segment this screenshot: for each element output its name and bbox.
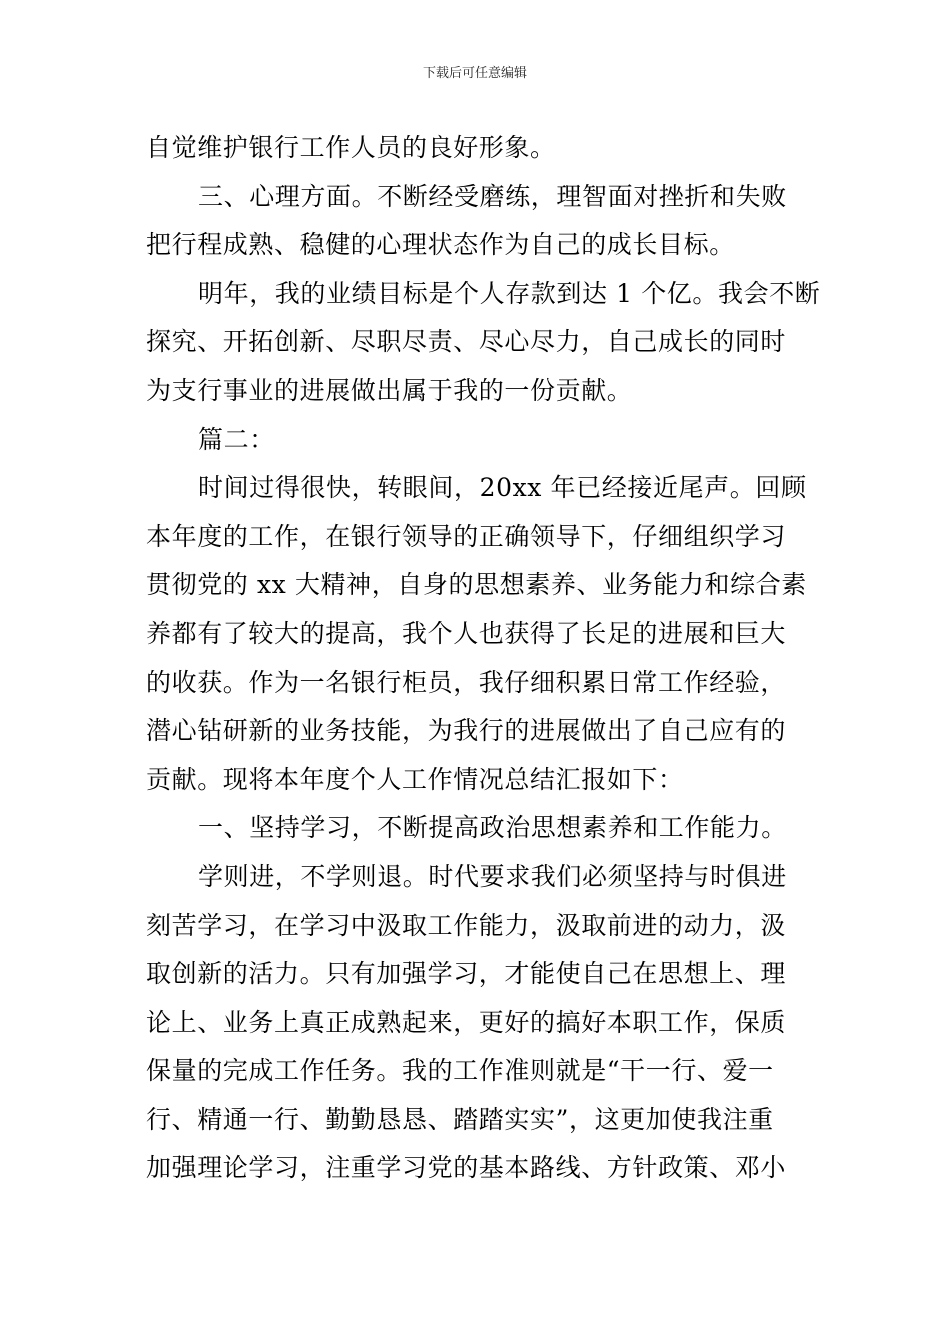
text-line: 一、坚持学习，不断提高政治思想素养和工作能力。 bbox=[198, 813, 787, 843]
text-line: 保量的完成工作任务。我的工作准则就是“干一行、爱一 bbox=[146, 1056, 774, 1086]
text-line: 把行程成熟、稳健的心理状态作为自己的成长目标。 bbox=[146, 230, 735, 260]
text-line: 贯彻党的 xx 大精神，自身的思想素养、业务能力和综合素 bbox=[146, 570, 807, 600]
text-line: 时间过得很快，转眼间，20xx 年已经接近尾声。回顾 bbox=[198, 473, 807, 503]
text-line: 为支行事业的进展做出属于我的一份贡献。 bbox=[146, 375, 633, 405]
text-line: 自觉维护银行工作人员的良好形象。 bbox=[146, 133, 556, 162]
text-line: 本年度的工作，在银行领导的正确领导下，仔细组织学习 bbox=[146, 521, 787, 551]
text-line: 三、心理方面。不断经受磨练，理智面对挫折和失败 bbox=[198, 181, 787, 211]
page-header: 下载后可任意编辑 bbox=[422, 66, 527, 81]
text-line: 探究、开拓创新、尽职尽责、尽心尽力，自己成长的同时 bbox=[146, 327, 787, 357]
text-line: 学则进，不学则退。时代要求我们必须坚持与时俱进 bbox=[198, 861, 787, 891]
section-heading: 篇二： bbox=[198, 424, 275, 454]
text-line: 行、精通一行、勤勤恳恳、踏踏实实”，这更加使我注重 bbox=[146, 1104, 774, 1134]
text-line: 取创新的活力。只有加强学习，才能使自己在思想上、理 bbox=[146, 959, 787, 989]
text-line: 养都有了较大的提高，我个人也获得了长足的进展和巨大 bbox=[146, 618, 787, 648]
text-line: 贡献。现将本年度个人工作情况总结汇报如下： bbox=[146, 764, 684, 794]
document-body bbox=[146, 124, 821, 1193]
text-line: 潜心钻研新的业务技能，为我行的进展做出了自己应有的 bbox=[146, 716, 787, 746]
text-line: 刻苦学习，在学习中汲取工作能力，汲取前进的动力，汲 bbox=[146, 910, 787, 940]
text-line: 论上、业务上真正成熟起来，更好的搞好本职工作，保质 bbox=[146, 1007, 787, 1037]
text-line: 明年，我的业绩目标是个人存款到达 1 个亿。我会不断 bbox=[198, 278, 821, 308]
text-line: 的收获。作为一名银行柜员，我仔细积累日常工作经验， bbox=[146, 667, 787, 697]
text-line: 加强理论学习，注重学习党的基本路线、方针政策、邓小 bbox=[146, 1153, 787, 1183]
